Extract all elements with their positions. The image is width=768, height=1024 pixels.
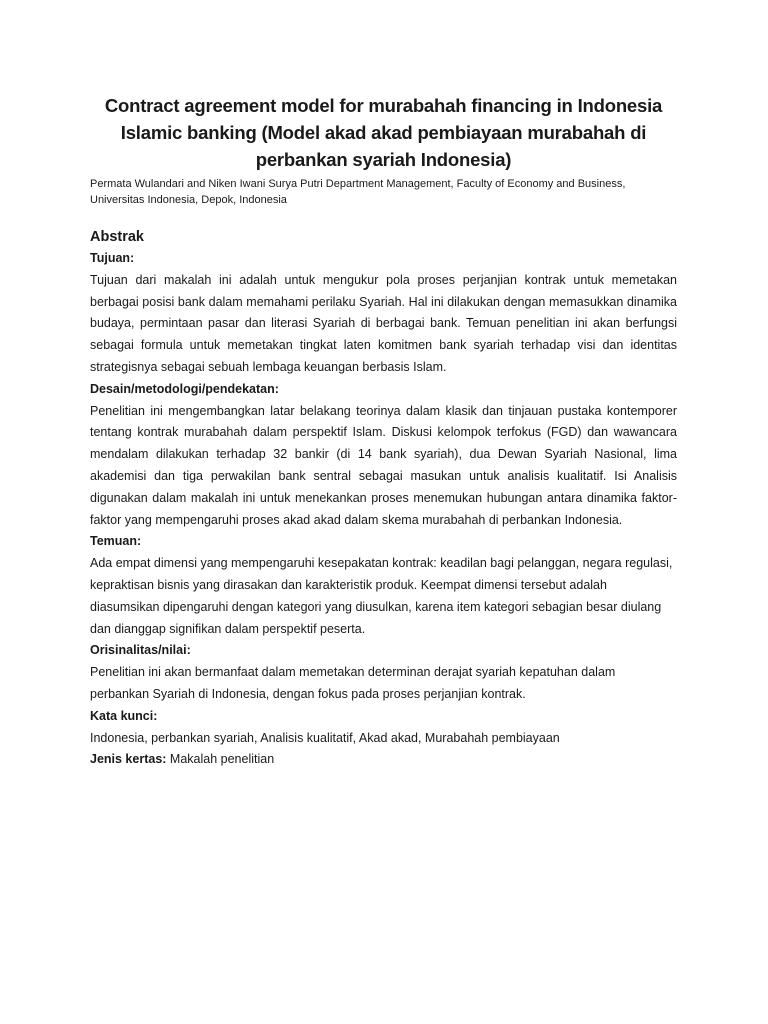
section-label-temuan: Temuan: bbox=[90, 534, 142, 549]
abstract-heading: Abstrak bbox=[90, 229, 144, 245]
paper-type-label: Jenis kertas: bbox=[90, 752, 167, 767]
paper-type-value: Makalah penelitian bbox=[169, 752, 275, 767]
section-text-desain: Penelitian ini mengembangkan latar belakang teorinya dalam klasik dan tinjauan pustaka kontemporer tentang kontrak murabahah dalam perspektif Islam. Diskusi kelompok terfokus (FGD) dan wawancara mendalam dilakukan terhadap 32 bankir (di 14 bank syariah), dua Dewan Syariah Nasional, lima akademisi dan tiga perwakilan bank sentral sebagai masukan untuk analisis kualitatif. Isi Analisis digunakan dalam makalah ini untuk menekankan proses menemukan hubungan antara dinamika faktor-faktor yang mempengaruhi proses akad akad dalam skema murabahah di perbankan Indonesia. bbox=[90, 403, 677, 527]
section-label-orisinalitas: Orisinalitas/nilai: bbox=[90, 643, 191, 658]
section-text-tujuan: Tujuan dari makalah ini adalah untuk mengukur pola proses perjanjian kontrak untuk memetakan berbagai posisi bank dalam memahami perilaku Syariah. Hal ini dilakukan dengan memasukkan dinamika budaya, permintaan pasar dan literasi Syariah di berbagai bank. Temuan penelitian ini akan berfungsi sebagai formula untuk memetakan tingkat laten komitmen bank syariah terhadap visi dan identitas strategisnya sebagai sebuah lembaga keuangan berbasis Islam. bbox=[90, 272, 677, 374]
section-label-kata-kunci: Kata kunci: bbox=[90, 708, 158, 723]
paper-type-line bbox=[90, 749, 677, 771]
section-label-desain: Desain/metodologi/pendekatan: bbox=[90, 381, 279, 396]
section-label-tujuan: Tujuan: bbox=[90, 251, 135, 265]
abstract-section bbox=[90, 226, 677, 771]
section-text-orisinalitas: Penelitian ini akan bermanfaat dalam memetakan determinan derajat syariah kepatuhan dalam perbankan Syariah di Indonesia, dengan fokus pada proses perjanjian kontrak. bbox=[90, 665, 616, 701]
section-text-kata-kunci: Indonesia, perbankan syariah, Analisis kualitatif, Akad akad, Murabahah pembiayaan bbox=[90, 730, 560, 745]
author-affiliation: Permata Wulandari and Niken Iwani Surya Putri Department Management, Faculty of Economy and Business, Universitas Indonesia, Depok, Indonesia bbox=[90, 178, 626, 206]
paper-title: Contract agreement model for murabahah financing in Indonesia Islamic banking (Model akad akad pembiayaan murabahah di perbankan syariah Indonesia) bbox=[104, 95, 663, 170]
paper-page bbox=[90, 92, 677, 771]
section-text-temuan: Ada empat dimensi yang mempengaruhi kesepakatan kontrak: keadilan bagi pelanggan, negara regulasi, kepraktisan bisnis yang dirasakan dan karakteristik produk. Keempat dimensi tersebut adalah diasumsikan dipengaruhi dengan kategori yang diusulkan, karena item kategori sebagian besar diulang dan dianggap signifikan dalam perspektif peserta. bbox=[90, 556, 673, 636]
